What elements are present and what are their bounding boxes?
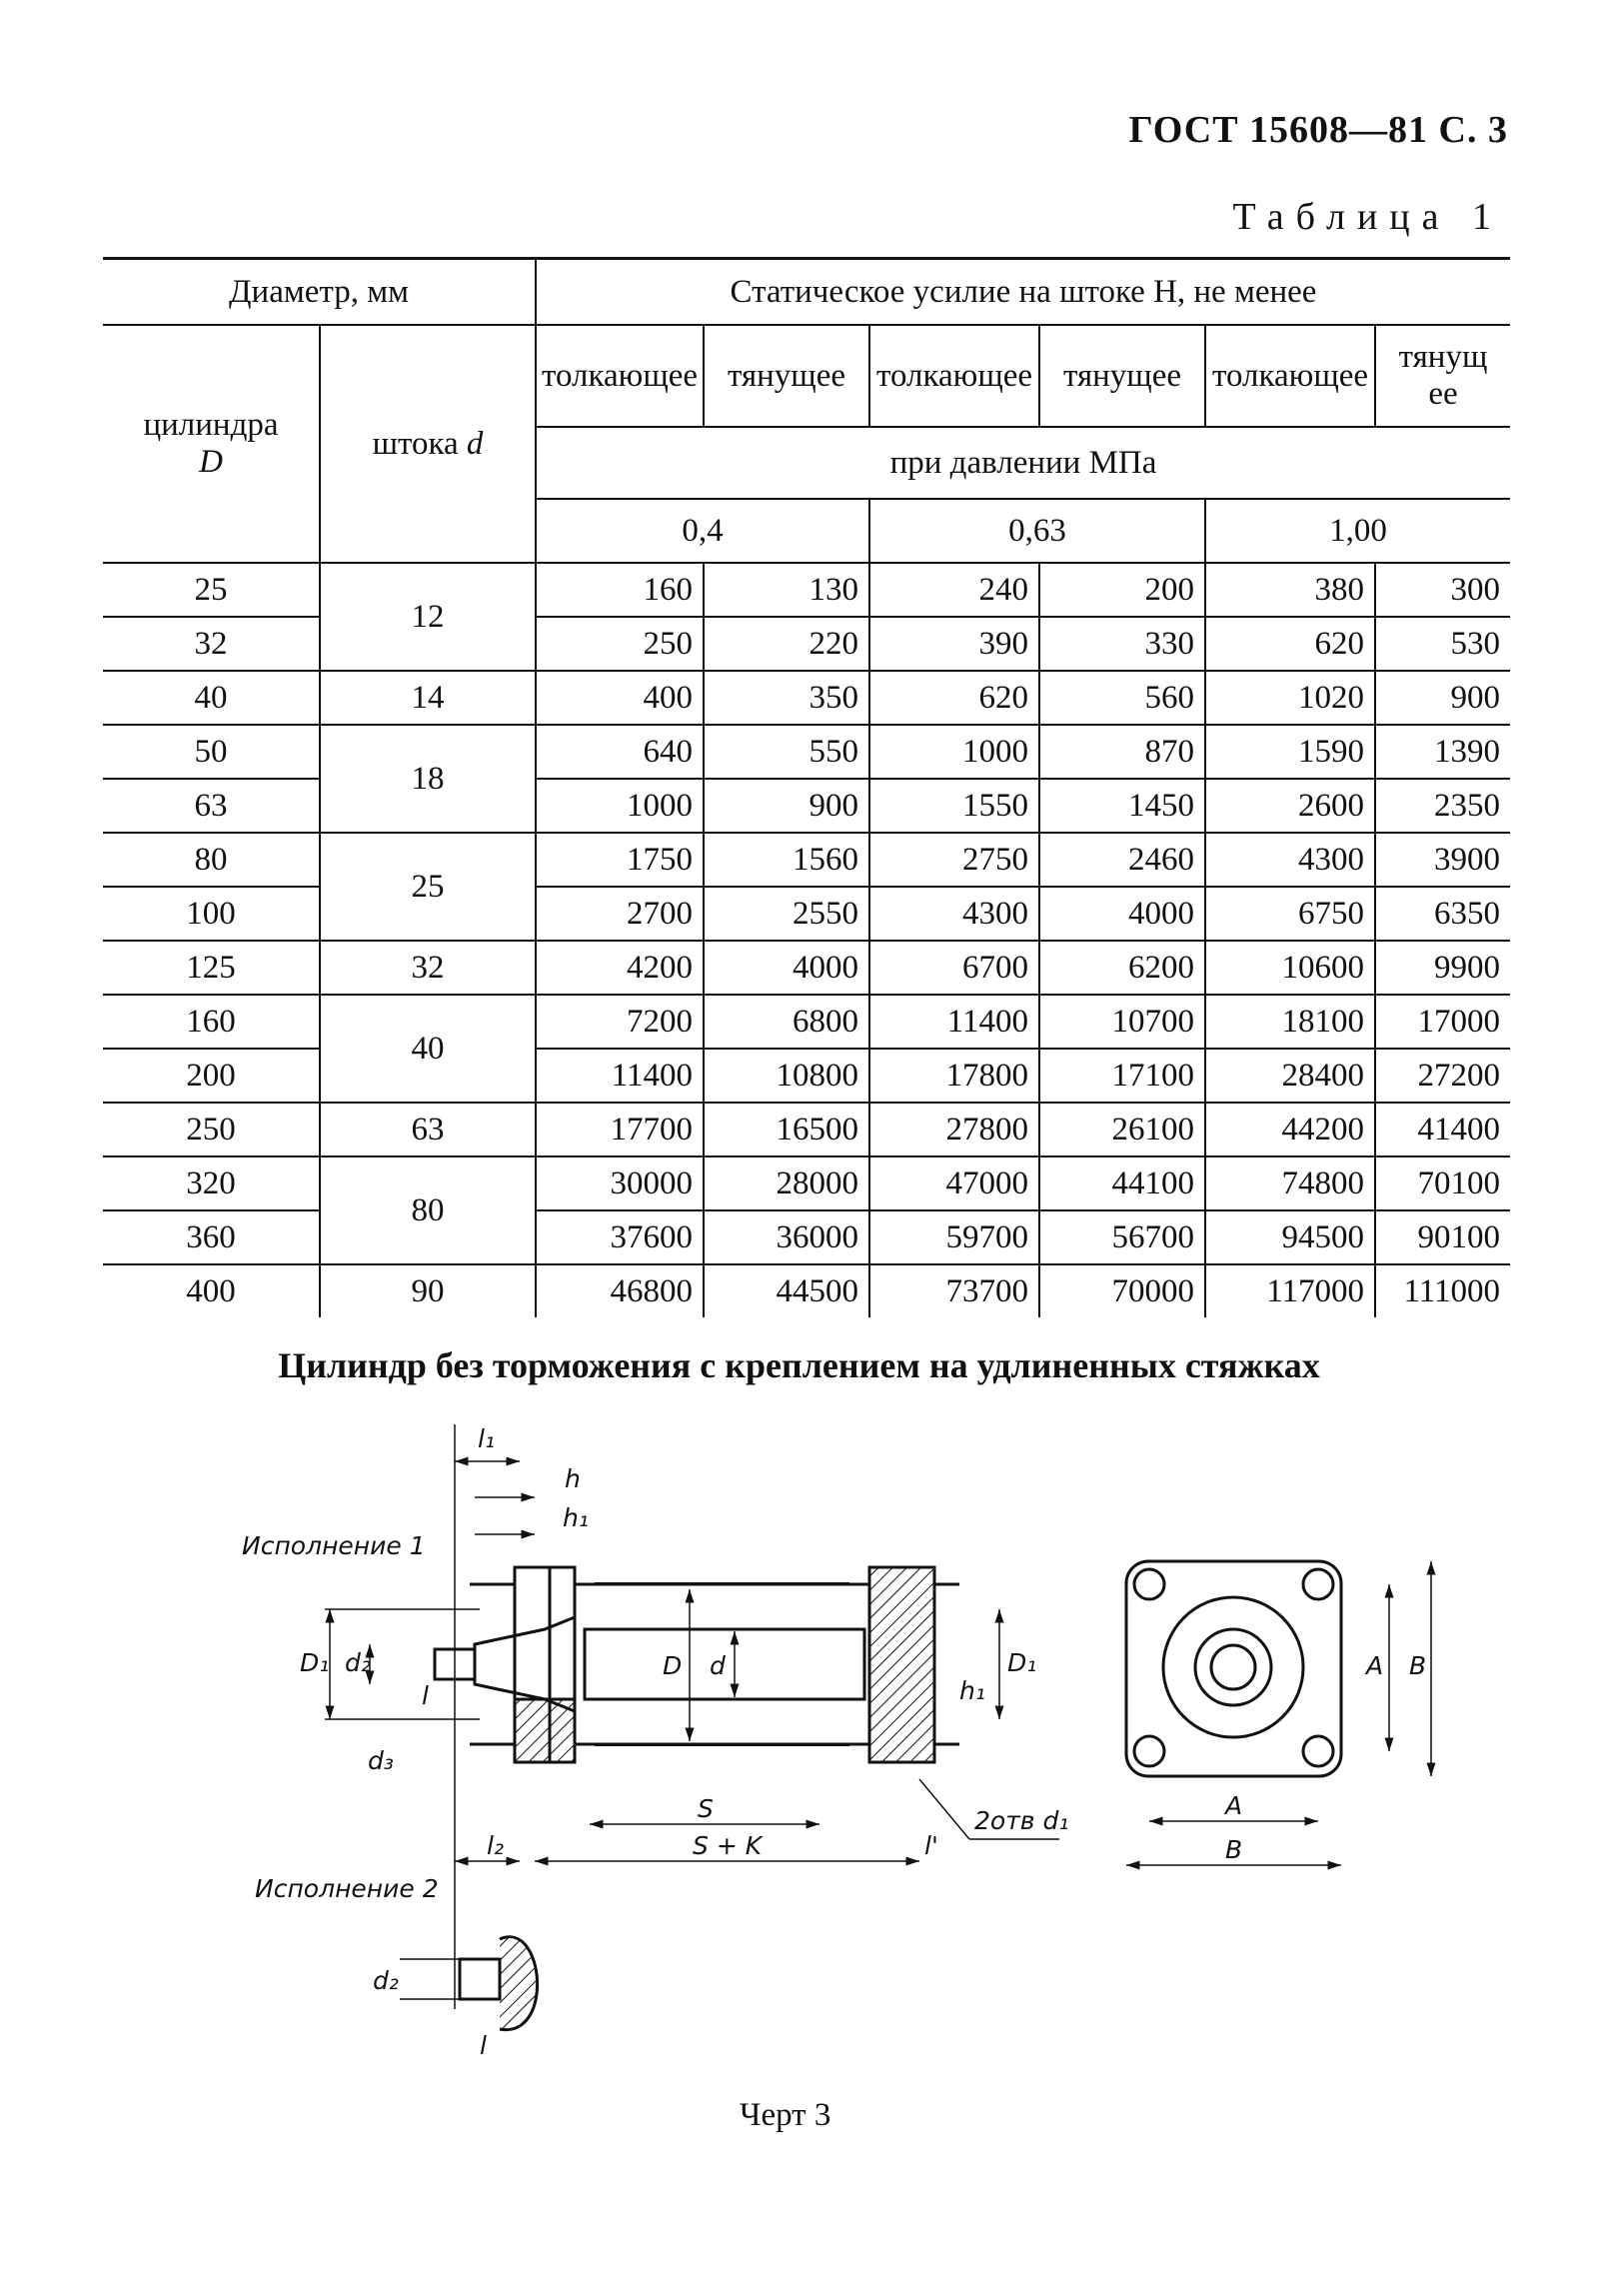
cell-force: 44200 [1205,1103,1375,1156]
dim-lprime: l' [924,1831,938,1860]
cell-force: 94500 [1205,1210,1375,1264]
header-pull-2: тянущее [1039,325,1205,427]
cell-force: 56700 [1039,1210,1205,1264]
cell-force: 2350 [1375,779,1510,833]
dim-D1-right: D₁ [1007,1648,1037,1677]
cell-force: 26100 [1039,1103,1205,1156]
cell-force: 130 [704,563,869,617]
cell-force: 2550 [704,887,869,941]
cell-rod: 40 [320,995,536,1103]
cell-force: 2600 [1205,779,1375,833]
cell-force: 11400 [869,995,1039,1049]
header-force: Статическое усилие на штоке Н, не менее [536,259,1510,326]
cell-force: 10800 [704,1049,869,1103]
cell-force: 3900 [1375,833,1510,887]
cell-cylinder: 250 [103,1103,320,1156]
cell-force: 117000 [1205,1264,1375,1317]
cell-force: 2700 [536,887,704,941]
pressure-0-63: 0,63 [869,499,1205,563]
cell-force: 300 [1375,563,1510,617]
cell-force: 6200 [1039,941,1205,995]
cell-cylinder: 160 [103,995,320,1049]
dim-A-horiz: A [1225,1791,1243,1820]
cell-force: 390 [869,617,1039,671]
cell-force: 550 [704,725,869,779]
cell-force: 74800 [1205,1156,1375,1210]
cell-force: 1450 [1039,779,1205,833]
dim-d3: d₃ [368,1746,394,1775]
dim-h1-right: h₁ [959,1676,985,1705]
cell-force: 330 [1039,617,1205,671]
figure-caption: Черт 3 [740,2097,831,2133]
cell-force: 1390 [1375,725,1510,779]
cell-force: 6700 [869,941,1039,995]
cell-force: 36000 [704,1210,869,1264]
cell-force: 59700 [869,1210,1039,1264]
cell-force: 28000 [704,1156,869,1210]
cell-force: 400 [536,671,704,725]
section-title: Цилиндр без торможения с креплением на удлиненных стяжках [278,1345,1320,1385]
cell-force: 37600 [536,1210,704,1264]
cell-rod: 63 [320,1103,536,1156]
cell-force: 16500 [704,1103,869,1156]
cell-force: 160 [536,563,704,617]
cell-force: 90100 [1375,1210,1510,1264]
dim-d: d [710,1651,726,1680]
cell-force: 6750 [1205,887,1375,941]
dim-S: S [698,1794,714,1823]
cell-force: 4000 [704,941,869,995]
cell-force: 640 [536,725,704,779]
cell-cylinder: 80 [103,833,320,887]
header-push-2: толкающее [869,325,1039,427]
cell-force: 17800 [869,1049,1039,1103]
cell-force: 70100 [1375,1156,1510,1210]
cell-force: 1550 [869,779,1039,833]
cell-force: 17100 [1039,1049,1205,1103]
header-push-1: толкающее [536,325,704,427]
cell-cylinder: 360 [103,1210,320,1264]
cell-force: 28400 [1205,1049,1375,1103]
cell-force: 1020 [1205,671,1375,725]
cell-force: 46800 [536,1264,704,1317]
header-pull-3: тянущее [1375,325,1510,427]
cell-cylinder: 25 [103,563,320,617]
cell-force: 73700 [869,1264,1039,1317]
cell-force: 7200 [536,995,704,1049]
pressure-0-4: 0,4 [536,499,869,563]
cell-force: 2750 [869,833,1039,887]
dim-A-vert: A [1366,1651,1384,1680]
cell-force: 70000 [1039,1264,1205,1317]
dim-h: h [565,1464,581,1493]
cell-rod: 14 [320,671,536,725]
dim-d2-exec2: d₂ [373,1966,399,1995]
cell-force: 30000 [536,1156,704,1210]
header-diameter: Диаметр, мм [103,259,536,326]
cell-force: 41400 [1375,1103,1510,1156]
table-label: Таблица 1 [1232,196,1503,238]
document-header: ГОСТ 15608—81 С. 3 [1128,109,1508,151]
cell-rod: 90 [320,1264,536,1317]
cell-force: 620 [1205,617,1375,671]
dim-B-vert: B [1409,1651,1427,1680]
dim-D: D [663,1651,683,1680]
cell-cylinder: 40 [103,671,320,725]
cell-force: 1560 [704,833,869,887]
cell-force: 560 [1039,671,1205,725]
dim-SK: S + K [693,1831,763,1860]
cell-force: 111000 [1375,1264,1510,1317]
cell-force: 620 [869,671,1039,725]
dimension-lines [325,1424,1059,2009]
cell-force: 1590 [1205,725,1375,779]
header-push-3: толкающее [1205,325,1375,427]
cell-force: 10600 [1205,941,1375,995]
cell-force: 44500 [704,1264,869,1317]
end-view-dimensions [1126,1561,1431,1865]
cell-force: 4000 [1039,887,1205,941]
dim-B-horiz: B [1225,1835,1243,1864]
header-cylinder: цилиндра D [103,325,320,563]
cell-force: 240 [869,563,1039,617]
cell-force: 6800 [704,995,869,1049]
cell-rod: 25 [320,833,536,941]
cell-force: 44100 [1039,1156,1205,1210]
cell-force: 11400 [536,1049,704,1103]
cell-force: 4200 [536,941,704,995]
cell-force: 4300 [1205,833,1375,887]
cell-force: 9900 [1375,941,1510,995]
holes-label: 2отв d₁ [974,1806,1069,1835]
side-view [435,1567,959,1762]
cell-cylinder: 320 [103,1156,320,1210]
dim-D1: D₁ [300,1648,330,1677]
end-view [1126,1561,1341,1776]
cell-force: 250 [536,617,704,671]
cell-force: 220 [704,617,869,671]
header-rod: штока d [320,325,536,563]
cell-cylinder: 125 [103,941,320,995]
cell-force: 4300 [869,887,1039,941]
dim-l2: l₂ [487,1831,504,1860]
cell-cylinder: 100 [103,887,320,941]
cell-force: 900 [704,779,869,833]
cell-rod: 12 [320,563,536,671]
dim-h1: h₁ [563,1503,589,1532]
dim-d2: d₂ [345,1648,371,1677]
cell-force: 17700 [536,1103,704,1156]
dim-l: l [422,1681,429,1710]
cell-force: 27200 [1375,1049,1510,1103]
cell-cylinder: 63 [103,779,320,833]
cell-cylinder: 32 [103,617,320,671]
exec2-label: Исполнение 2 [255,1874,439,1903]
cell-force: 900 [1375,671,1510,725]
cell-cylinder: 400 [186,1272,236,1309]
cell-force: 17000 [1375,995,1510,1049]
cell-force: 47000 [869,1156,1039,1210]
cell-force: 18100 [1205,995,1375,1049]
dim-l-exec2: l [480,2031,487,2060]
cell-force: 530 [1375,617,1510,671]
cell-force: 1000 [536,779,704,833]
cell-rod: 18 [320,725,536,833]
cell-cylinder: 50 [103,725,320,779]
header-pressure: при давлении МПа [536,427,1510,499]
cell-force: 200 [1039,563,1205,617]
cell-force: 1000 [869,725,1039,779]
cell-force: 6350 [1375,887,1510,941]
exec1-label: Исполнение 1 [242,1531,426,1560]
pressure-1-00: 1,00 [1205,499,1510,563]
dim-l1: l₁ [478,1424,495,1453]
cell-force: 380 [1205,563,1375,617]
cell-force: 10700 [1039,995,1205,1049]
cell-force: 2460 [1039,833,1205,887]
cell-force: 350 [704,671,869,725]
cell-rod: 80 [320,1156,536,1264]
header-pull-1: тянущее [704,325,869,427]
cell-force: 1750 [536,833,704,887]
cell-force: 870 [1039,725,1205,779]
execution-2-detail [400,1937,538,2030]
cell-force: 27800 [869,1103,1039,1156]
cell-rod: 32 [320,941,536,995]
cell-cylinder: 200 [103,1049,320,1103]
